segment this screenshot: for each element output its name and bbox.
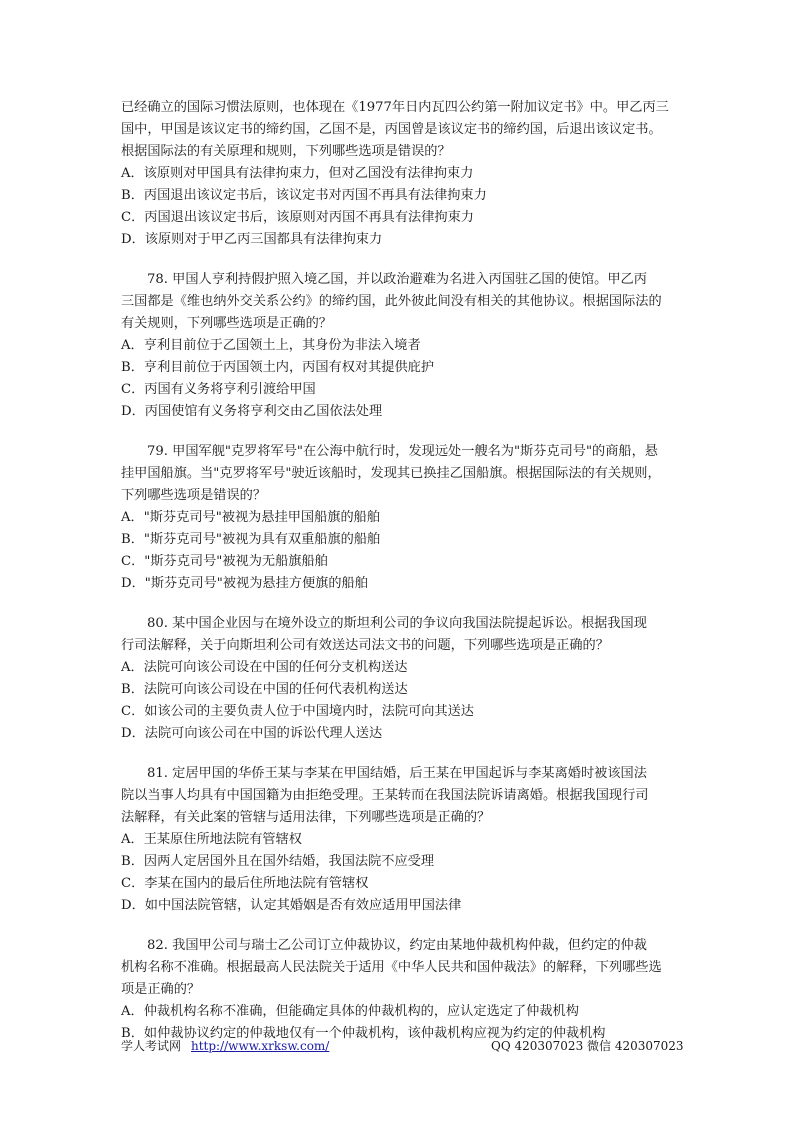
option-d: D．"斯芬克司号"被视为悬挂方便旗的船舶 xyxy=(121,576,368,591)
footer-contact: QQ 420307023 微信 420307023 xyxy=(491,1039,684,1053)
option-b: B．亨利目前位于丙国领土内，丙国有权对其提供庇护 xyxy=(121,360,435,375)
question-stem xyxy=(121,763,691,829)
question-80 xyxy=(121,613,691,745)
option-list xyxy=(121,507,691,595)
question-stem xyxy=(121,613,691,657)
stem-line: 已经确立的国际习惯法原则，也体现在《1977年日内瓦四公约第一附加议定书》中。甲乙丙三 xyxy=(121,100,669,115)
stem-line: 根据国际法的有关原理和规则，下列哪些选项是错误的？ xyxy=(121,144,451,159)
option-b: B．丙国退出该议定书后，该议定书对丙国不再具有法律拘束力 xyxy=(121,188,487,203)
option-b: B．"斯芬克司号"被视为具有双重船旗的船舶 xyxy=(121,532,381,547)
stem-line: 80. 某中国企业因与在境外设立的斯坦利公司的争议向我国法院提起诉讼。根据我国现 xyxy=(147,616,647,631)
question-79 xyxy=(121,441,691,595)
option-list xyxy=(121,657,691,745)
option-b: B．如仲裁协议约定的仲裁地仅有一个仲裁机构，该仲裁机构应视为约定的仲裁机构 xyxy=(121,1026,606,1041)
option-list xyxy=(121,335,691,423)
stem-line: 81. 定居甲国的华侨王某与李某在甲国结婚，后王某在甲国起诉与李某离婚时被该国法 xyxy=(147,766,647,781)
option-b: B．因两人定居国外且在国外结婚，我国法院不应受理 xyxy=(121,854,435,869)
option-c: C．丙国有义务将亨利引渡给甲国 xyxy=(121,382,316,397)
option-d: D．如中国法院管辖，认定其婚姻是否有效应适用甲国法律 xyxy=(121,898,462,913)
option-a: A．"斯芬克司号"被视为悬挂甲国船旗的船舶 xyxy=(121,510,381,525)
stem-line: 行司法解释，关于向斯坦利公司有效送达司法文书的问题，下列哪些选项是正确的？ xyxy=(121,638,609,653)
question-stem xyxy=(121,935,691,1001)
stem-line: 机构名称不准确。根据最高人民法院关于适用《中华人民共和国仲裁法》的解释，下列哪些选 xyxy=(121,960,662,975)
question-81 xyxy=(121,763,691,917)
stem-line: 78. 甲国人亨利持假护照入境乙国，并以政治避难为名进入丙国驻乙国的使馆。甲乙丙 xyxy=(147,272,647,287)
stem-line: 有关规则，下列哪些选项是正确的？ xyxy=(121,316,332,331)
option-d: D．该原则对于甲乙丙三国都具有法律拘束力 xyxy=(121,232,383,247)
option-d: D．法院可向该公司在中国的诉讼代理人送达 xyxy=(121,726,383,741)
question-list xyxy=(121,97,691,1063)
option-c: C．李某在国内的最后住所地法院有管辖权 xyxy=(121,876,369,891)
option-a: A．仲裁机构名称不准确，但能确定具体的仲裁机构的，应认定选定了仲裁机构 xyxy=(121,1004,579,1019)
question-stem xyxy=(121,269,691,335)
page-footer xyxy=(121,1036,684,1056)
footer-site-name: 学人考试网 xyxy=(121,1039,182,1053)
option-a: A．法院可向该公司设在中国的任何分支机构送达 xyxy=(121,660,408,675)
footer-site-link[interactable]: http://www.xrksw.com/ xyxy=(191,1039,330,1053)
question-stem xyxy=(121,441,691,507)
option-c: C．如该公司的主要负责人位于中国境内时，法院可向其送达 xyxy=(121,704,474,719)
option-d: D．丙国使馆有义务将亨利交由乙国依法处理 xyxy=(121,404,383,419)
option-a: A．该原则对甲国具有法律拘束力，但对乙国没有法律拘束力 xyxy=(121,166,474,181)
option-list xyxy=(121,163,691,251)
stem-line: 院以当事人均具有中国国籍为由拒绝受理。王某转而在我国法院诉请离婚。根据我国现行司 xyxy=(121,788,649,803)
option-c: C．"斯芬克司号"被视为无船旗船舶 xyxy=(121,554,328,569)
question-stem xyxy=(121,97,691,163)
stem-line: 法解释，有关此案的管辖与适用法律，下列哪些选项是正确的？ xyxy=(121,810,491,825)
question-77 xyxy=(121,97,691,251)
stem-line: 82. 我国甲公司与瑞士乙公司订立仲裁协议，约定由某地仲裁机构仲裁，但约定的仲裁 xyxy=(147,938,647,953)
stem-line: 三国都是《维也纳外交关系公约》的缔约国，此外彼此间没有相关的其他协议。根据国际法的 xyxy=(121,294,662,309)
stem-line: 下列哪些选项是错误的？ xyxy=(121,488,267,503)
option-a: A．王某原住所地法院有管辖权 xyxy=(121,832,302,847)
stem-line: 挂甲国船旗。当"克罗将军号"驶近该船时，发现其已换挂乙国船旗。根据国际法的有关规则， xyxy=(121,466,661,481)
question-78 xyxy=(121,269,691,423)
option-a: A．亨利目前位于乙国领土上，其身份为非法入境者 xyxy=(121,338,421,353)
option-b: B．法院可向该公司设在中国的任何代表机构送达 xyxy=(121,682,408,697)
option-list xyxy=(121,829,691,917)
question-82 xyxy=(121,935,691,1045)
stem-line: 国中，甲国是该议定书的缔约国，乙国不是，丙国曾是该议定书的缔约国，后退出该议定书。 xyxy=(121,122,662,137)
stem-line: 项是正确的？ xyxy=(121,982,201,997)
stem-line: 79. 甲国军舰"克罗将军号"在公海中航行时，发现远处一艘名为"斯芬克司号"的商船，悬 xyxy=(147,444,658,459)
option-c: C．丙国退出该议定书后，该原则对丙国不再具有法律拘束力 xyxy=(121,210,474,225)
